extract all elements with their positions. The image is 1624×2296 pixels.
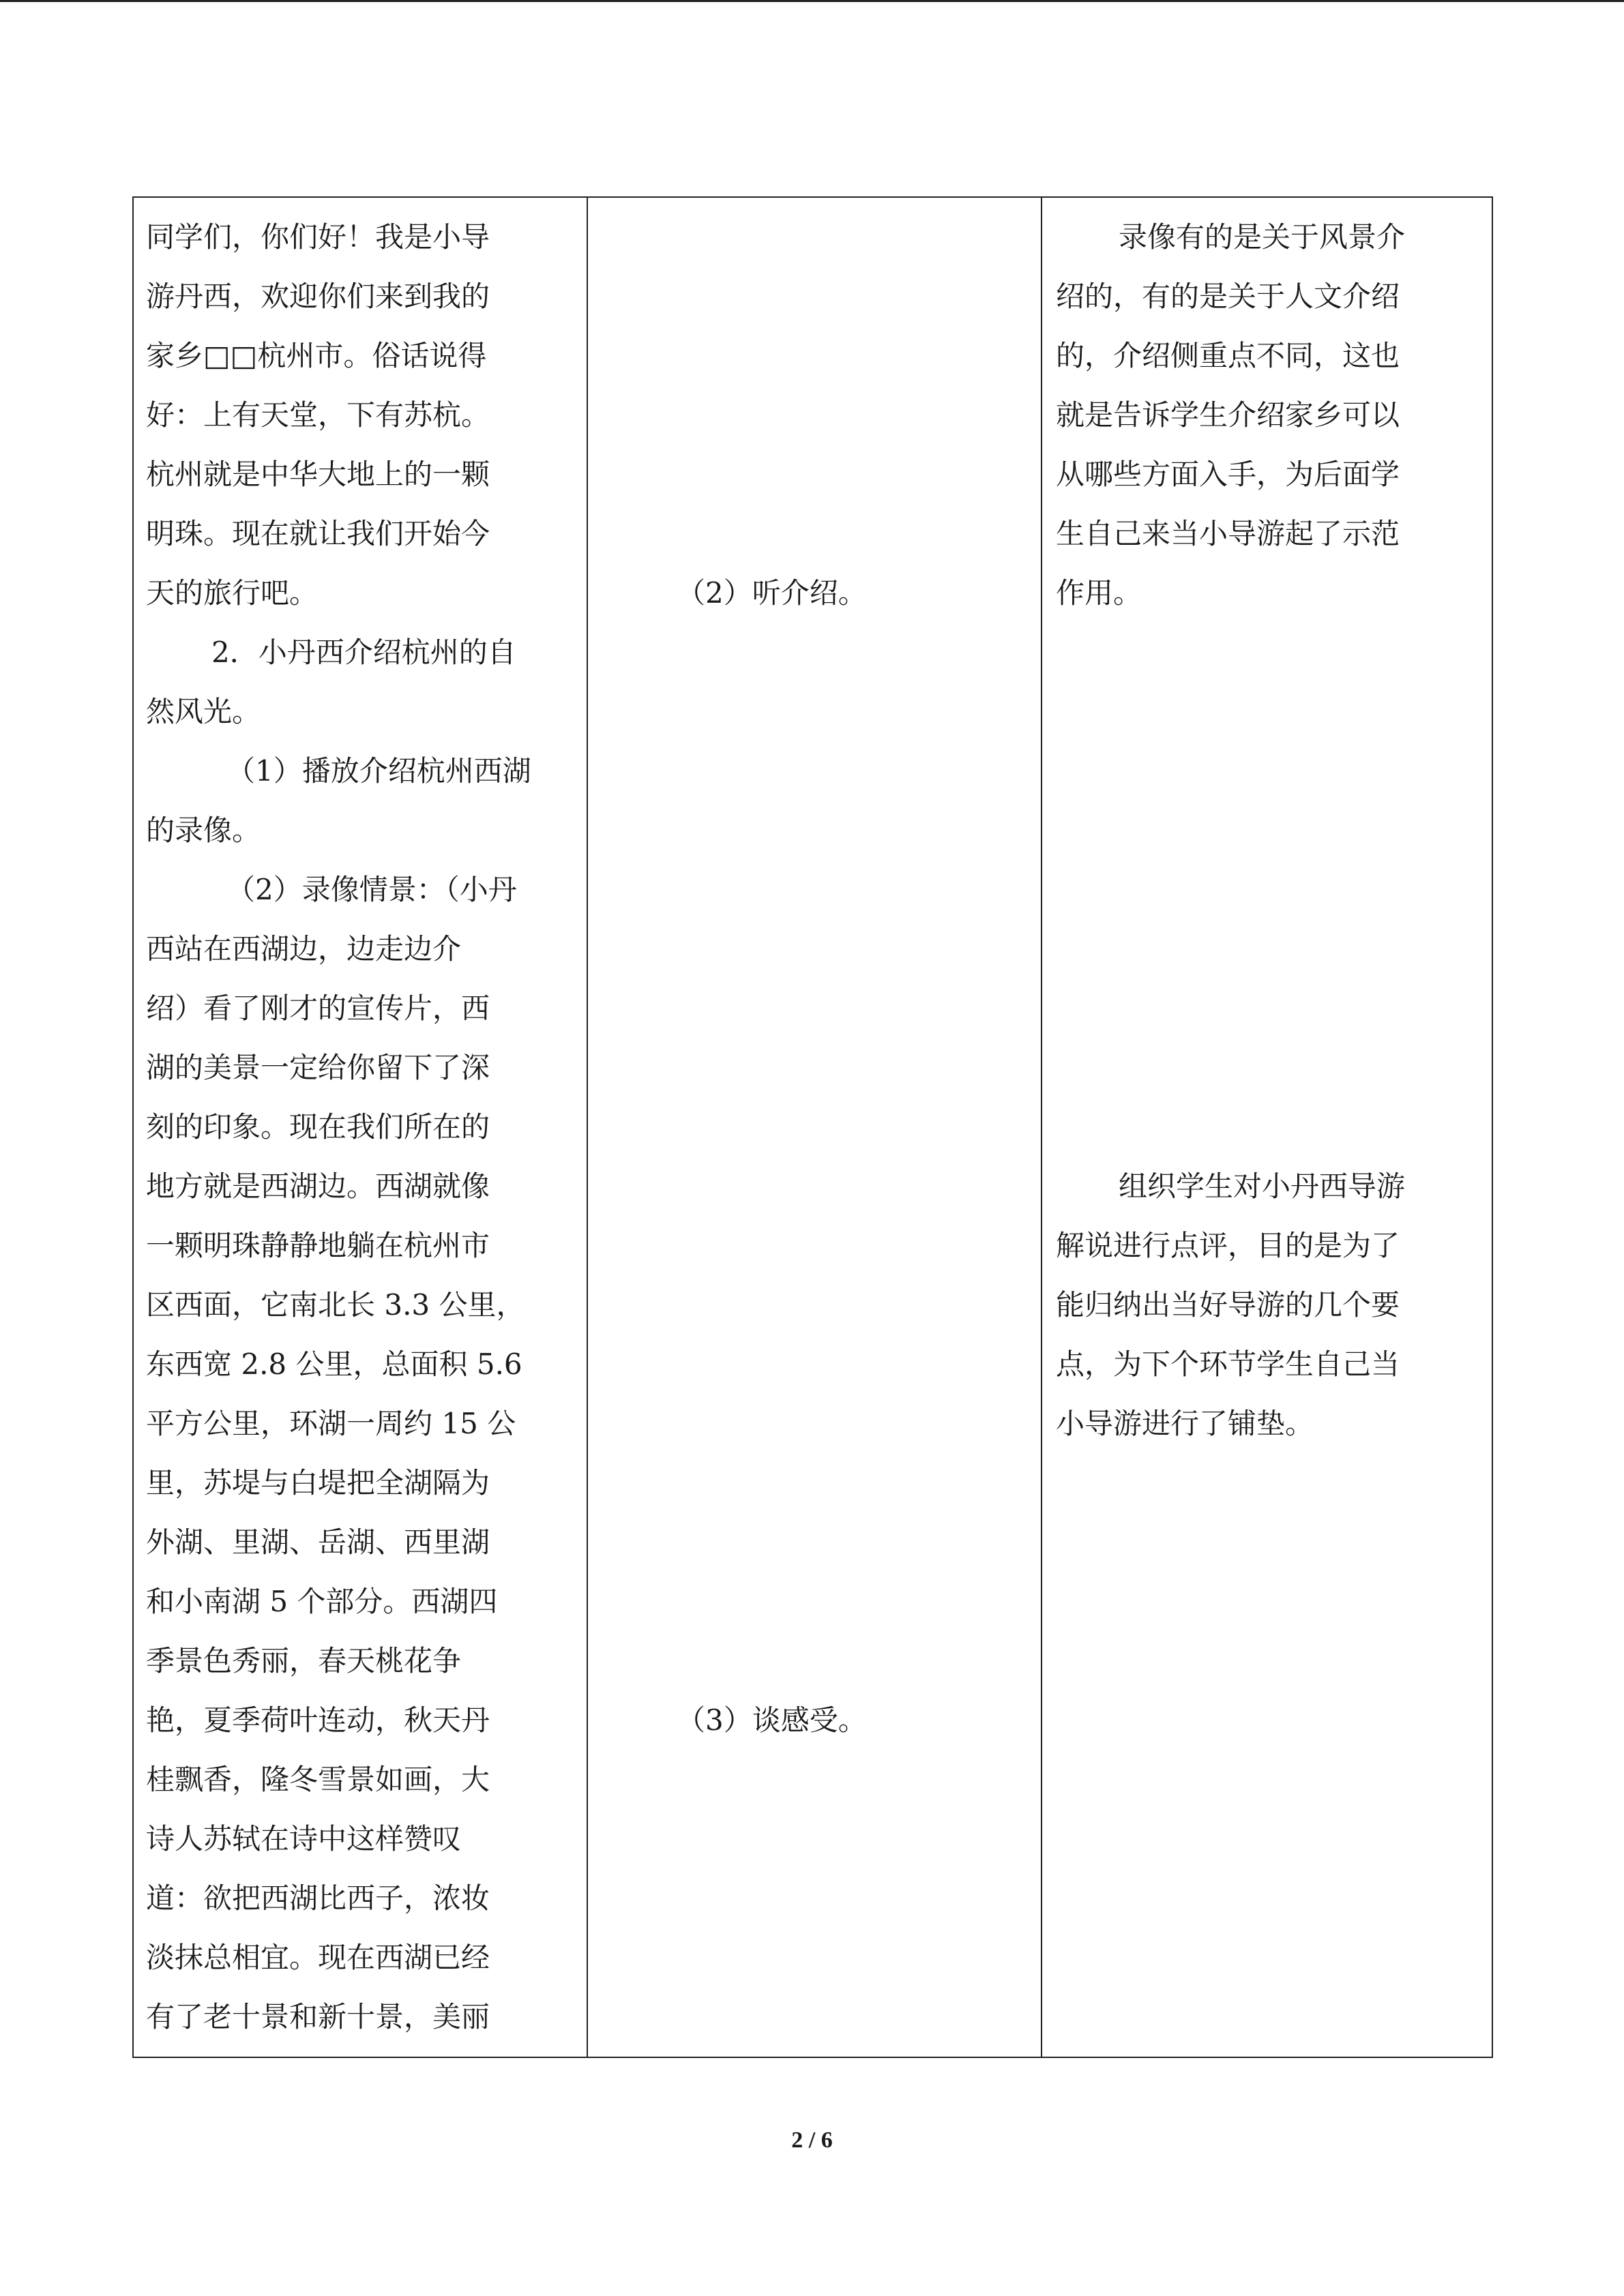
teacher-activity-line: 平方公里，环湖一周约 15 公: [146, 1407, 516, 1440]
teacher-activity-line: 季景色秀丽，春天桃花争: [146, 1644, 462, 1678]
student-activity-line: （3）谈感受。: [677, 1703, 867, 1737]
teacher-activity-line: 刻的印象。现在我们所在的: [146, 1110, 490, 1144]
teacher-activity-line: 游丹西，欢迎你们来到我的: [146, 280, 490, 313]
design-intent-line: 录像有的是关于风景介: [1119, 220, 1406, 254]
teacher-activity-line: 桂飘香，隆冬雪景如画，大: [146, 1763, 490, 1796]
page-number: 2 / 6: [791, 2128, 833, 2153]
teacher-activity-line: 明珠。现在就让我们开始今: [146, 517, 490, 550]
design-intent-line: 能归纳出当好导游的几个要: [1056, 1288, 1400, 1322]
design-intent-line: 解说进行点评，目的是为了: [1056, 1229, 1400, 1262]
teacher-activity-line: 西站在西湖边，边走边介: [146, 932, 462, 966]
teacher-activity-line: 东西宽 2.8 公里，总面积 5.6: [146, 1347, 522, 1381]
teacher-activity-line: 一颗明珠静静地躺在杭州市: [146, 1229, 490, 1262]
teacher-activity-line: 绍）看了刚才的宣传片，西: [146, 992, 490, 1025]
teacher-activity-line: 湖的美景一定给你留下了深: [146, 1051, 490, 1084]
design-intent-line: 组织学生对小丹西导游: [1119, 1169, 1406, 1203]
teacher-activity-line: 和小南湖 5 个部分。西湖四: [146, 1585, 498, 1618]
teacher-activity-line: 好：上有天堂，下有苏杭。: [146, 398, 490, 432]
top-border-line: [0, 0, 1624, 2]
teacher-activity-line: 道：欲把西湖比西子，浓妆: [146, 1881, 490, 1915]
teacher-activity-line: 有了老十景和新十景，美丽: [146, 2000, 490, 2033]
design-intent-line: 的，介绍侧重点不同，这也: [1056, 339, 1400, 372]
teacher-activity-line: 里，苏堤与白堤把全湖隔为: [146, 1466, 490, 1500]
teacher-activity-line: 的录像。: [146, 814, 261, 847]
teacher-activity-line: 然风光。: [146, 695, 261, 728]
teacher-activity-line: 天的旅行吧。: [146, 576, 319, 610]
teacher-activity-line: 杭州就是中华大地上的一颗: [146, 458, 490, 491]
design-intent-line: 从哪些方面入手，为后面学: [1056, 458, 1400, 491]
student-activity-line: （2）听介绍。: [677, 576, 867, 610]
teacher-activity-line: （1）播放介绍杭州西湖: [226, 754, 531, 788]
teacher-activity-line: 艳，夏季荷叶连动，秋天丹: [146, 1703, 490, 1737]
teacher-activity-line: 家乡□□杭州市。俗话说得: [146, 339, 487, 372]
teacher-activity-line: 地方就是西湖边。西湖就像: [146, 1169, 490, 1203]
design-intent-line: 点，为下个环节学生自己当: [1056, 1347, 1400, 1381]
column-student-activity: [588, 198, 1042, 2057]
design-intent-line: 小导游进行了铺垫。: [1056, 1407, 1314, 1440]
teacher-activity-line: （2）录像情景：（小丹: [226, 873, 517, 906]
teacher-activity-line: 同学们，你们好！我是小导: [146, 220, 490, 254]
design-intent-line: 作用。: [1056, 576, 1142, 610]
teacher-activity-line: 2．小丹西介绍杭州的自: [211, 636, 516, 669]
design-intent-line: 绍的，有的是关于人文介绍: [1056, 280, 1400, 313]
teacher-activity-line: 诗人苏轼在诗中这样赞叹: [146, 1822, 462, 1855]
teacher-activity-line: 区西面，它南北长 3.3 公里，: [146, 1288, 525, 1322]
teacher-activity-line: 外湖、里湖、岳湖、西里湖: [146, 1525, 490, 1559]
teacher-activity-line: 淡抹总相宜。现在西湖已经: [146, 1941, 490, 1974]
design-intent-line: 就是告诉学生介绍家乡可以: [1056, 398, 1400, 432]
design-intent-line: 生自己来当小导游起了示范: [1056, 517, 1400, 550]
